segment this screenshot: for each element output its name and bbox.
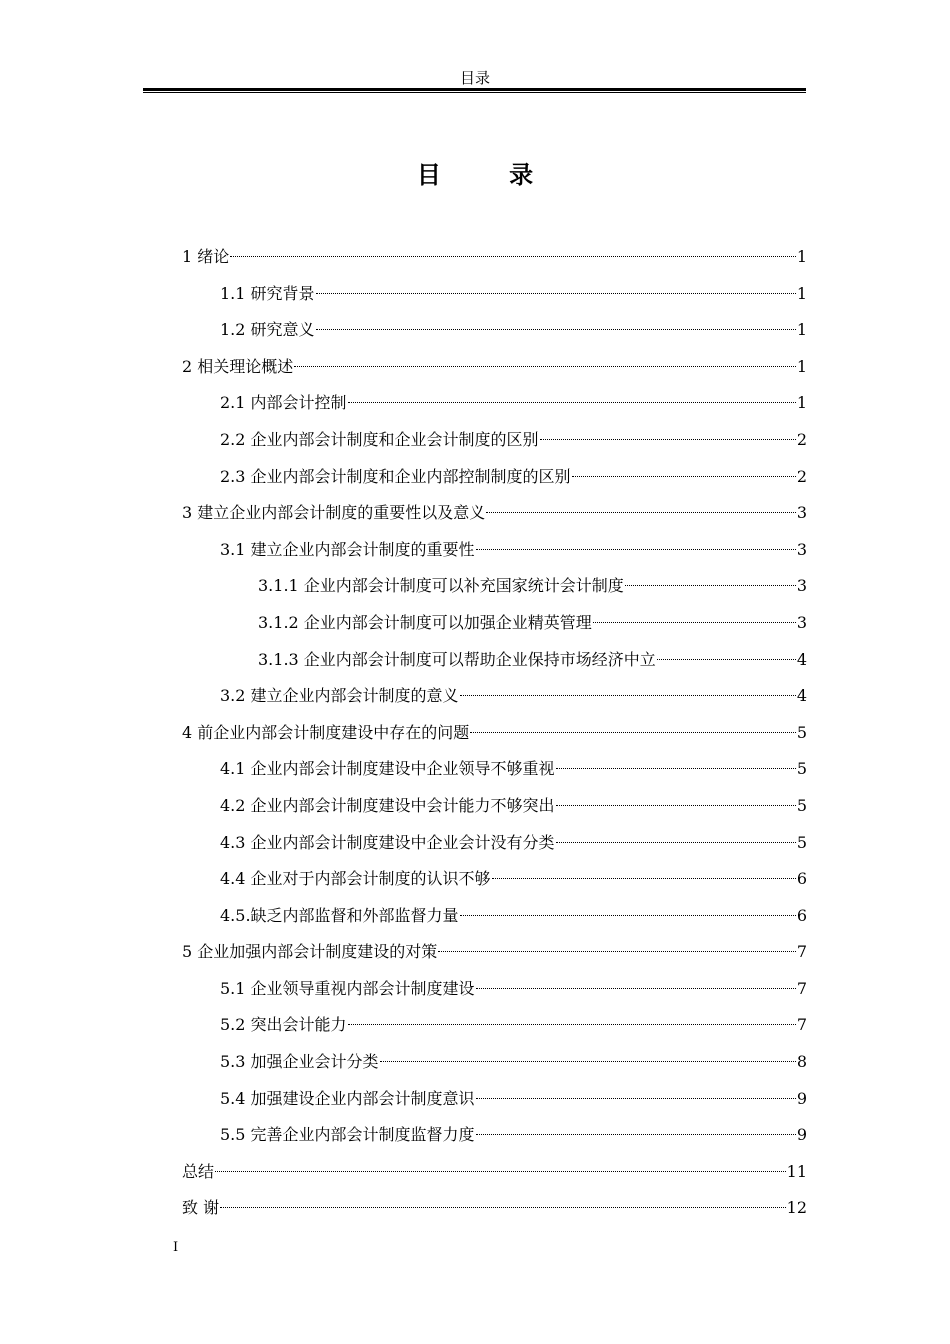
- toc-entry-text: 5.1 企业领导重视内部会计制度建设: [220, 978, 475, 998]
- toc-entry[interactable]: [182, 1191, 807, 1228]
- toc-entry[interactable]: [182, 423, 807, 460]
- toc-entry[interactable]: [182, 606, 807, 643]
- toc-entry[interactable]: [182, 899, 807, 936]
- toc-entry-page: 9: [796, 1125, 807, 1145]
- toc-entry[interactable]: [182, 716, 807, 753]
- toc-entry-page: 1: [796, 356, 807, 376]
- toc-leader-dots: [316, 277, 796, 299]
- toc-entry-text: 3 建立企业内部会计制度的重要性以及意义: [182, 503, 486, 523]
- toc-leader-dots: [625, 569, 796, 591]
- toc-entry-page: 1: [796, 393, 807, 413]
- toc-entry-text: 3.1.3 企业内部会计制度可以帮助企业保持市场经济中立: [258, 649, 656, 669]
- toc-leader-dots: [486, 496, 796, 518]
- toc-entry-page: 3: [796, 539, 807, 559]
- toc-entry[interactable]: [182, 972, 807, 1009]
- toc-title: 目 录: [416, 160, 564, 189]
- toc-leader-dots: [657, 643, 796, 665]
- toc-entry-text: 5.4 加强建设企业内部会计制度意识: [220, 1088, 475, 1108]
- toc-leader-dots: [556, 752, 796, 774]
- toc-entry-text: 3.1.2 企业内部会计制度可以加强企业精英管理: [258, 612, 592, 632]
- toc-entry[interactable]: [182, 1118, 807, 1155]
- toc-entry-text: 5.5 完善企业内部会计制度监督力度: [220, 1125, 475, 1145]
- toc-entry[interactable]: [182, 240, 807, 277]
- toc-leader-dots: [438, 935, 796, 957]
- toc-entry[interactable]: [182, 752, 807, 789]
- header-rule-thick: [143, 88, 806, 91]
- toc-entry[interactable]: [182, 789, 807, 826]
- toc-entry[interactable]: [182, 679, 807, 716]
- toc-entry-page: 12: [786, 1198, 807, 1218]
- toc-entry-page: 8: [796, 1052, 807, 1072]
- toc-entry-page: 3: [796, 612, 807, 632]
- toc-leader-dots: [470, 716, 796, 738]
- toc-entry[interactable]: [182, 1155, 807, 1192]
- toc-entry[interactable]: [182, 460, 807, 497]
- toc-entry-page: 6: [796, 869, 807, 889]
- toc-entry-text: 2.3 企业内部会计制度和企业内部控制制度的区别: [220, 466, 571, 486]
- toc-entry-page: 3: [796, 576, 807, 596]
- toc-leader-dots: [348, 1008, 796, 1030]
- toc-leader-dots: [556, 826, 796, 848]
- toc-leader-dots: [380, 1045, 796, 1067]
- header-rule-thin: [143, 92, 806, 93]
- toc-entry-page: 2: [796, 466, 807, 486]
- toc-entry-text: 2.1 内部会计控制: [220, 393, 347, 413]
- toc-entry[interactable]: [182, 935, 807, 972]
- toc-entry-text: 2 相关理论概述: [182, 356, 294, 376]
- toc-leader-dots: [476, 1118, 796, 1140]
- toc-entry-page: 3: [796, 503, 807, 523]
- toc-list: [182, 240, 807, 1228]
- toc-entry-page: 7: [796, 942, 807, 962]
- toc-entry-text: 1.2 研究意义: [220, 320, 315, 340]
- toc-entry-text: 4.1 企业内部会计制度建设中企业领导不够重视: [220, 759, 555, 779]
- toc-entry[interactable]: [182, 1082, 807, 1119]
- toc-entry[interactable]: [182, 313, 807, 350]
- toc-entry[interactable]: [182, 496, 807, 533]
- toc-entry-text: 2.2 企业内部会计制度和企业会计制度的区别: [220, 429, 539, 449]
- toc-entry-text: 致 谢: [182, 1198, 220, 1218]
- toc-entry-page: 7: [796, 978, 807, 998]
- running-header: 目录: [459, 69, 490, 87]
- toc-leader-dots: [220, 1191, 786, 1213]
- toc-entry[interactable]: [182, 1008, 807, 1045]
- toc-entry[interactable]: [182, 826, 807, 863]
- toc-entry[interactable]: [182, 386, 807, 423]
- toc-entry-page: 4: [796, 649, 807, 669]
- toc-entry-page: 4: [796, 686, 807, 706]
- toc-entry-text: 3.2 建立企业内部会计制度的意义: [220, 686, 459, 706]
- toc-entry[interactable]: [182, 533, 807, 570]
- toc-entry[interactable]: [182, 862, 807, 899]
- toc-leader-dots: [460, 679, 796, 701]
- toc-entry-text: 3.1.1 企业内部会计制度可以补充国家统计会计制度: [258, 576, 624, 596]
- toc-entry-page: 5: [796, 722, 807, 742]
- toc-entry-page: 5: [796, 795, 807, 815]
- page-number: I: [173, 1240, 179, 1255]
- toc-entry-page: 9: [796, 1088, 807, 1108]
- toc-leader-dots: [540, 423, 796, 445]
- toc-leader-dots: [348, 386, 796, 408]
- toc-entry-text: 4.4 企业对于内部会计制度的认识不够: [220, 869, 491, 889]
- toc-leader-dots: [476, 533, 796, 555]
- toc-entry-text: 5.2 突出会计能力: [220, 1015, 347, 1035]
- toc-leader-dots: [556, 789, 796, 811]
- toc-entry-text: 3.1 建立企业内部会计制度的重要性: [220, 539, 475, 559]
- toc-entry-page: 5: [796, 759, 807, 779]
- toc-entry-page: 1: [796, 283, 807, 303]
- toc-leader-dots: [572, 460, 796, 482]
- toc-leader-dots: [593, 606, 796, 628]
- toc-leader-dots: [215, 1155, 786, 1177]
- toc-entry[interactable]: [182, 1045, 807, 1082]
- toc-leader-dots: [460, 899, 796, 921]
- toc-entry-text: 4 前企业内部会计制度建设中存在的问题: [182, 722, 470, 742]
- toc-entry-page: 11: [786, 1161, 807, 1181]
- toc-entry-page: 7: [796, 1015, 807, 1035]
- toc-entry-text: 4.3 企业内部会计制度建设中企业会计没有分类: [220, 832, 555, 852]
- toc-leader-dots: [316, 313, 796, 335]
- toc-entry-text: 1.1 研究背景: [220, 283, 315, 303]
- toc-entry-text: 5.3 加强企业会计分类: [220, 1052, 379, 1072]
- toc-leader-dots: [230, 240, 796, 262]
- toc-entry-page: 6: [796, 905, 807, 925]
- toc-entry[interactable]: [182, 643, 807, 680]
- toc-leader-dots: [476, 972, 796, 994]
- toc-entry-page: 2: [796, 429, 807, 449]
- toc-entry[interactable]: [182, 350, 807, 387]
- toc-leader-dots: [492, 862, 796, 884]
- toc-entry-page: 1: [796, 320, 807, 340]
- toc-entry-page: 5: [796, 832, 807, 852]
- toc-leader-dots: [294, 350, 796, 372]
- toc-leader-dots: [476, 1082, 796, 1104]
- toc-entry-text: 总结: [182, 1161, 215, 1181]
- toc-entry[interactable]: [182, 569, 807, 606]
- toc-entry-text: 4.2 企业内部会计制度建设中会计能力不够突出: [220, 795, 555, 815]
- toc-entry[interactable]: [182, 277, 807, 314]
- toc-entry-page: 1: [796, 247, 807, 266]
- toc-entry-text: 4.5.缺乏内部监督和外部监督力量: [220, 905, 459, 925]
- toc-entry-text: 1 绪论: [182, 247, 230, 266]
- toc-entry-text: 5 企业加强内部会计制度建设的对策: [182, 942, 438, 962]
